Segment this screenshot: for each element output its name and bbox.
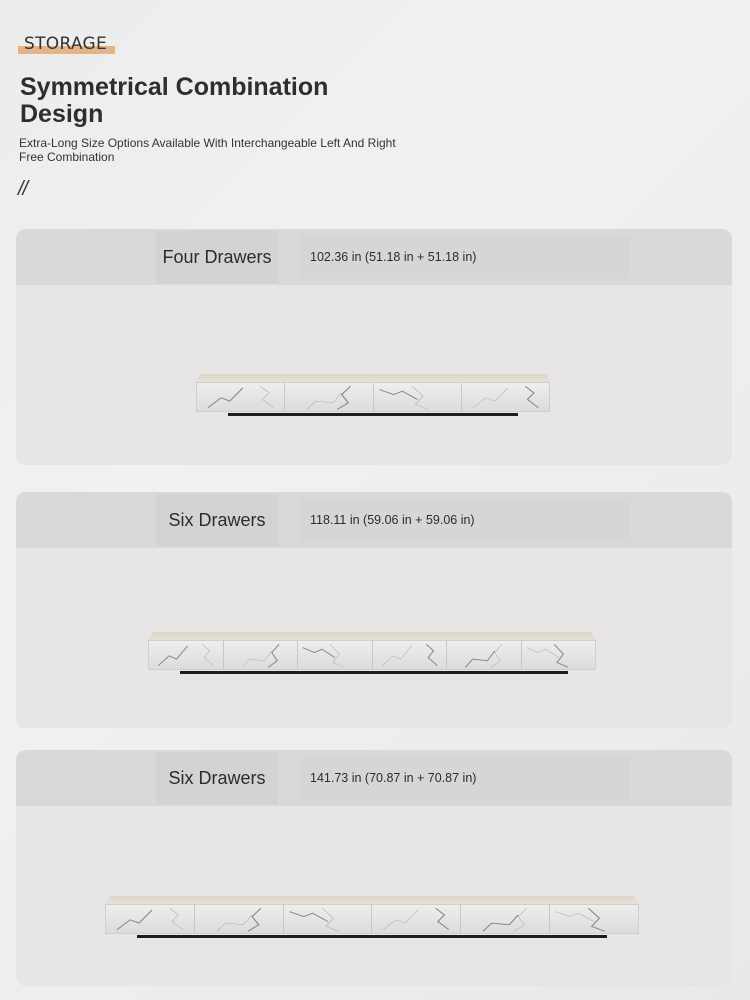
cabinet-top bbox=[196, 374, 550, 382]
cabinet-drawer bbox=[149, 641, 224, 669]
cabinet-drawer bbox=[374, 383, 462, 411]
cabinet-drawer bbox=[372, 905, 461, 933]
page-headline: Symmetrical Combination Design bbox=[20, 73, 329, 128]
marble-vein bbox=[170, 908, 183, 929]
option-name: Four Drawers bbox=[156, 231, 278, 283]
card-image-area bbox=[16, 806, 732, 986]
marble-vein-pattern bbox=[461, 905, 549, 933]
marble-vein bbox=[268, 644, 279, 667]
page-subline bbox=[19, 137, 419, 164]
marble-vein-pattern bbox=[284, 905, 372, 933]
marble-vein bbox=[289, 912, 327, 922]
cabinet-drawer bbox=[447, 641, 522, 669]
card-header bbox=[16, 750, 732, 806]
cabinet-plinth bbox=[228, 413, 518, 416]
marble-vein bbox=[307, 393, 342, 409]
marble-vein-pattern bbox=[550, 905, 638, 933]
marble-vein-pattern bbox=[522, 641, 596, 669]
marble-vein-pattern bbox=[149, 641, 223, 669]
card-header bbox=[16, 229, 732, 285]
divider-slashes: // bbox=[18, 178, 28, 200]
cabinet-plinth bbox=[137, 935, 607, 938]
cabinet-front bbox=[105, 904, 639, 934]
marble-vein-pattern bbox=[197, 383, 284, 411]
marble-vein-pattern bbox=[298, 641, 372, 669]
cabinet-drawer bbox=[106, 905, 195, 933]
marble-vein bbox=[338, 386, 351, 409]
marble-vein bbox=[473, 388, 508, 408]
card-image-area bbox=[16, 285, 732, 465]
marble-vein bbox=[260, 386, 273, 407]
cabinet-drawer bbox=[284, 905, 373, 933]
marble-vein-pattern bbox=[106, 905, 194, 933]
option-name: Six Drawers bbox=[156, 752, 278, 804]
option-size: 102.36 in (51.18 in + 51.18 in) bbox=[300, 235, 630, 279]
marble-vein bbox=[465, 651, 494, 667]
marble-vein-pattern bbox=[372, 905, 460, 933]
marble-vein bbox=[208, 388, 243, 408]
cabinet-drawer bbox=[224, 641, 299, 669]
cabinet-top bbox=[105, 896, 639, 904]
cabinet-drawer bbox=[461, 905, 550, 933]
option-card-six-drawers-141 bbox=[16, 750, 732, 986]
marble-vein bbox=[426, 644, 437, 665]
marble-vein bbox=[248, 908, 261, 931]
cabinet-drawer bbox=[522, 641, 596, 669]
marble-vein bbox=[242, 651, 271, 667]
marble-vein bbox=[526, 648, 558, 658]
marble-vein bbox=[217, 915, 252, 931]
marble-vein bbox=[556, 912, 594, 922]
cabinet-drawer bbox=[195, 905, 284, 933]
card-image-area bbox=[16, 548, 732, 728]
cabinet-top bbox=[148, 632, 596, 640]
marble-vein bbox=[514, 908, 527, 931]
option-size: 118.11 in (59.06 in + 59.06 in) bbox=[300, 498, 630, 542]
marble-vein bbox=[383, 910, 418, 930]
tv-cabinet-image bbox=[148, 632, 596, 674]
cabinet-drawer bbox=[285, 383, 373, 411]
option-card-six-drawers-118 bbox=[16, 492, 732, 728]
cabinet-drawer bbox=[462, 383, 549, 411]
marble-vein-pattern bbox=[224, 641, 298, 669]
card-header bbox=[16, 492, 732, 548]
option-size: 141.73 in (70.87 in + 70.87 in) bbox=[300, 756, 630, 800]
tv-cabinet-image bbox=[105, 896, 639, 938]
marble-vein-pattern bbox=[374, 383, 461, 411]
marble-vein-pattern bbox=[447, 641, 521, 669]
subline-line-2: Free Combination bbox=[19, 149, 115, 164]
section-tag-label: STORAGE bbox=[24, 34, 108, 54]
subline-line-1: Extra-Long Size Options Available With Interchangeable Left And Right bbox=[19, 136, 396, 150]
option-name: Six Drawers bbox=[156, 494, 278, 546]
marble-vein bbox=[303, 648, 335, 658]
marble-vein-pattern bbox=[285, 383, 372, 411]
marble-vein bbox=[158, 646, 187, 666]
marble-vein bbox=[491, 644, 502, 667]
marble-vein bbox=[436, 908, 449, 929]
cabinet-drawer bbox=[298, 641, 373, 669]
cabinet-drawer bbox=[373, 641, 448, 669]
section-tag bbox=[18, 34, 115, 54]
tv-cabinet-image bbox=[196, 374, 550, 416]
marble-vein-pattern bbox=[195, 905, 283, 933]
marble-vein bbox=[379, 390, 417, 400]
marble-vein bbox=[382, 646, 411, 666]
cabinet-drawer bbox=[550, 905, 638, 933]
marble-vein bbox=[117, 910, 152, 930]
cabinet-front bbox=[148, 640, 596, 670]
marble-vein bbox=[483, 915, 518, 931]
cabinet-plinth bbox=[180, 671, 568, 674]
marble-vein bbox=[525, 386, 538, 407]
marble-vein bbox=[202, 644, 213, 665]
marble-vein-pattern bbox=[373, 641, 447, 669]
cabinet-front bbox=[196, 382, 550, 412]
cabinet-drawer bbox=[197, 383, 285, 411]
marble-vein-pattern bbox=[462, 383, 549, 411]
option-card-four-drawers bbox=[16, 229, 732, 465]
